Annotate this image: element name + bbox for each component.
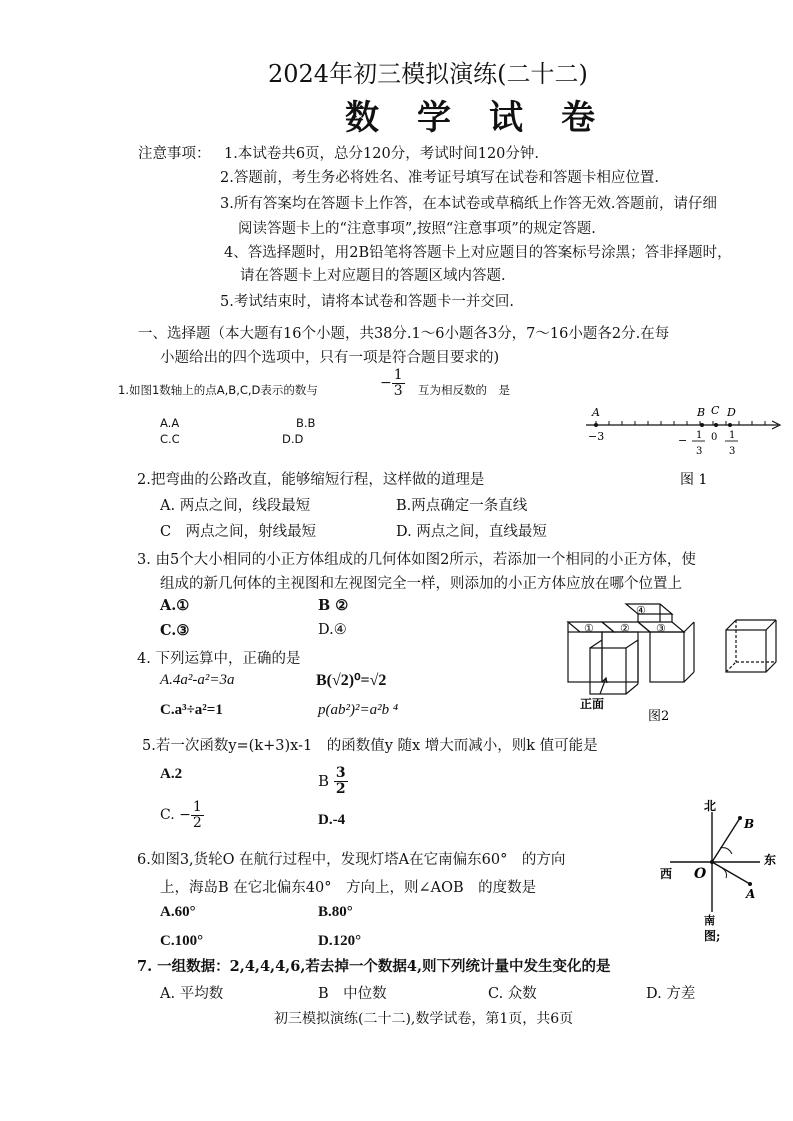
figure-2-cubes — [560, 600, 786, 726]
notes-item-5: 5.考试结束时，请将本试卷和答题卡一并交回. — [220, 294, 514, 310]
point-b-label: B — [744, 817, 755, 831]
tick-minus-three: −3 — [588, 430, 605, 443]
q4-option-c[interactable]: C.a³÷a²=1 — [160, 702, 223, 718]
q4-option-b[interactable]: B(√2)⁰=√2 — [316, 672, 387, 689]
q7-option-b[interactable]: B 中位数 — [318, 986, 387, 1002]
figure-3-compass — [660, 798, 782, 944]
q3-option-c[interactable]: C.③ — [160, 622, 190, 639]
page-footer: 初三模拟演练(二十二),数学试卷，第1页，共6页 — [274, 1011, 574, 1027]
q3-option-a[interactable]: A.① — [160, 597, 190, 614]
question-3-text: 3. 由5个大小相同的小正方体组成的几何体如图2所示，若添加一个相同的小正方体，使 — [137, 552, 696, 568]
question-2-text: 2.把弯曲的公路改直，能够缩短行程，这样做的道理是 — [137, 472, 485, 488]
question-6-text-cont: 上，海岛B 在它北偏东40° 方向上，则∠AOB 的度数是 — [160, 880, 537, 896]
question-7-text: 7. 一组数据：2,4,4,4,6,若去掉一个数据4,则下列统计量中发生变化的是 — [137, 958, 611, 975]
point-b-label: B — [697, 406, 706, 419]
q6-option-d[interactable]: D.120° — [318, 933, 362, 949]
east-label: 东 — [764, 853, 777, 867]
notes-item-2: 2.答题前，考生务必将姓名、准考证号填写在试卷和答题卡相应位置. — [220, 170, 659, 186]
north-label: 北 — [704, 799, 717, 813]
point-a-label: A — [592, 406, 600, 419]
q4-option-d[interactable]: p(ab²)²=a²b ⁴ — [318, 702, 399, 718]
q2-option-a[interactable]: A. 两点之间，线段最短 — [160, 498, 311, 514]
front-view-label: 正面 — [580, 697, 605, 711]
question-3-text-cont: 组成的新几何体的主视图和左视图完全一样，则添加的小正方体应放在哪个位置上 — [160, 576, 682, 592]
q5-option-c-label: C. — [160, 807, 175, 824]
west-label: 西 — [660, 867, 673, 881]
q5-option-c-minus: − — [179, 807, 191, 824]
q5-option-b[interactable] — [318, 766, 348, 796]
q3-option-d[interactable]: D.④ — [318, 622, 347, 638]
q3-option-b[interactable]: B ② — [318, 597, 349, 614]
q1-option-b[interactable]: B.B — [296, 416, 316, 430]
q5-option-b-fraction: $\frac{3}{2}$ — [335, 765, 346, 797]
q6-option-a[interactable]: A.60° — [160, 904, 196, 920]
exam-title: 2024年初三模拟演练(二十二) — [268, 60, 588, 88]
question-5-text: 5.若一次函数y=(k+3)x-1 的函数值y 随x 增大而减小，则k 值可能是 — [142, 738, 598, 754]
q5-option-c[interactable] — [160, 800, 204, 830]
q7-option-d[interactable]: D. 方差 — [646, 986, 696, 1002]
tick-b-numerator: 1 — [696, 430, 703, 441]
point-c-label: C — [711, 404, 720, 417]
section-heading: 一、选择题（本大题有16个小题，共38分.1～6小题各3分，7～16小题各2分.在每 — [138, 326, 670, 342]
q1-option-c[interactable]: C.C — [160, 432, 180, 446]
q7-option-c[interactable]: C. 众数 — [488, 986, 537, 1002]
position-1-label: ① — [584, 622, 594, 635]
notes-item-4-cont: 请在答题卡上对应题目的答题区域内答题. — [240, 268, 506, 284]
q2-option-b[interactable]: B.两点确定一条直线 — [396, 498, 528, 514]
notes-item-1: 1.本试卷共6页，总分120分，考试时间120分钟. — [224, 146, 540, 162]
tick-b-minus: − — [678, 434, 688, 447]
q7-option-a[interactable]: A. 平均数 — [160, 986, 224, 1002]
origin-o-label: O — [694, 866, 707, 882]
point-a-label: A — [746, 887, 756, 901]
q4-option-a[interactable]: A.4a²-a²=3a — [160, 672, 235, 688]
tick-d-denominator: 3 — [729, 446, 736, 457]
figure-1-caption: 图 1 — [680, 472, 708, 488]
q5-option-b-label: B — [318, 772, 330, 791]
q5-option-d[interactable]: D.-4 — [318, 812, 346, 828]
q5-option-a[interactable]: A.2 — [160, 766, 183, 782]
question-4-text: 4. 下列运算中，正确的是 — [137, 651, 301, 667]
question-1-fraction — [380, 368, 405, 398]
south-label: 南 — [704, 914, 715, 927]
q5-option-c-fraction: $\frac{1}{2}$ — [192, 799, 202, 831]
q2-option-d[interactable]: D. 两点之间，直线最短 — [396, 524, 547, 540]
section-heading-cont: 小题给出的四个选项中，只有一项是符合题目要求的) — [160, 350, 500, 366]
minus-sign: − — [380, 375, 392, 392]
tick-zero: 0 — [711, 432, 718, 443]
q6-option-c[interactable]: C.100° — [160, 933, 204, 949]
position-4-label: ④ — [636, 604, 646, 617]
notes-item-3: 3.所有答案均在答题卡上作答，在本试卷或草稿纸上作答无效.答题前，请仔细 — [220, 196, 717, 212]
tick-b-denominator: 3 — [696, 446, 703, 457]
q2-option-c[interactable]: C 两点之间，射线最短 — [160, 524, 317, 540]
fraction: $\frac{1}{3}$ — [393, 367, 403, 399]
position-2-label: ② — [620, 622, 630, 635]
question-1-text: 1.如图1数轴上的点A,B,C,D表示的数与 — [118, 383, 318, 397]
exam-subtitle: 数 学 试 卷 — [345, 98, 597, 138]
figure-2-caption: 图2 — [648, 709, 670, 724]
figure-3-caption: 图; — [704, 929, 721, 943]
q6-option-b[interactable]: B.80° — [318, 904, 353, 920]
q1-option-d[interactable]: D.D — [282, 432, 304, 446]
q1-option-a[interactable]: A.A — [160, 416, 180, 430]
point-d-label: D — [727, 406, 736, 419]
position-3-label: ③ — [656, 622, 666, 635]
notes-label: 注意事项： — [138, 146, 211, 162]
notes-item-3-cont: 阅读答题卡上的“注意事项”,按照“注意事项”的规定答题. — [238, 221, 596, 237]
question-6-text: 6.如图3,货轮O 在航行过程中，发现灯塔A在它南偏东60° 的方向 — [137, 852, 566, 868]
question-1-text-end: 互为相反数的 是 — [418, 383, 510, 397]
notes-item-4: 4、答选择题时，用2B铅笔将答题卡上对应题目的答案标号涂黑；答非择题时， — [224, 245, 732, 261]
figure-1-number-line — [582, 398, 787, 490]
tick-d-numerator: 1 — [729, 430, 736, 441]
